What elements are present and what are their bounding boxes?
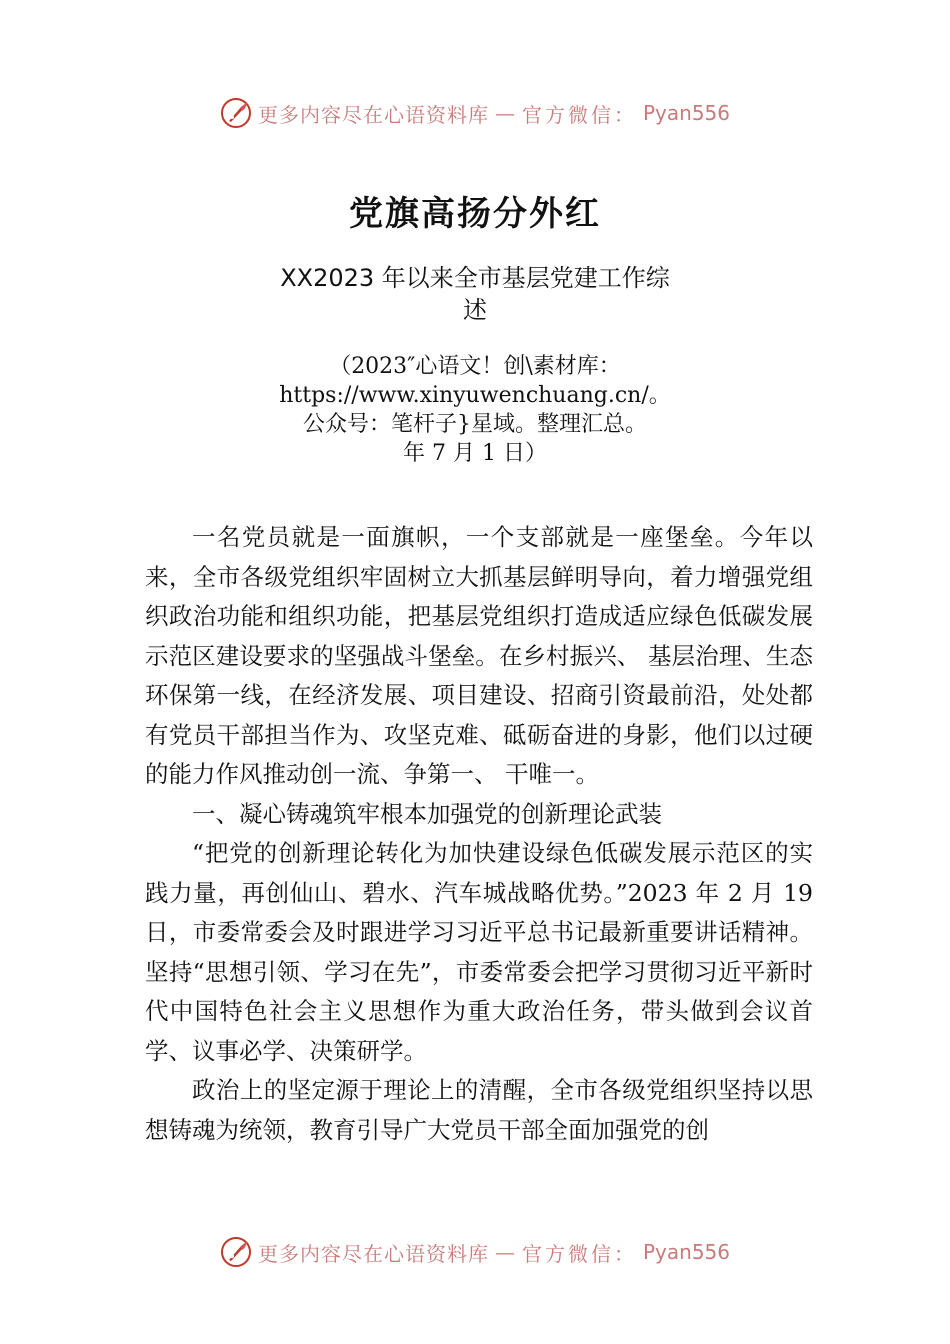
- source-line-4: 年 7 月 1 日）: [403, 441, 547, 466]
- banner-wechat-label: 官方微信：: [521, 1241, 637, 1266]
- subtitle-line-2: 述: [463, 296, 487, 324]
- document-title: 党旗高扬分外红: [349, 194, 601, 234]
- body-paragraph-politics: 政治上的坚定源于理论上的清醒，全市各级党组织坚持以思想铸魂为统领，教育引导广大党员干部全面加强党的创: [145, 1076, 813, 1144]
- header-watermark-banner: [0, 93, 950, 133]
- document-body: [145, 518, 813, 1150]
- document-subtitle: [0, 262, 950, 326]
- footer-watermark-banner: [0, 1232, 950, 1272]
- source-line-1: （2023″心语文！创\素材库：: [329, 354, 621, 379]
- banner-brand-text: 更多内容尽在心语资料库: [257, 1241, 489, 1266]
- banner-wechat-label: 官方微信：: [521, 102, 637, 127]
- quill-logo-icon: [220, 1236, 252, 1268]
- banner-wechat-id: Pyan556: [642, 1240, 730, 1264]
- banner-dash: —: [494, 101, 516, 125]
- body-paragraph-intro: 一名党员就是一面旗帜，一个支部就是一座堡垒。今年以来，全市各级党组织牢固树立大抓基层鲜明导向，着力增强党组织政治功能和组织功能，把基层党组织打造成适应绿色低碳发展示范区建设要求的坚强战斗堡垒。在乡村振兴、 基层治理、生态环保第一线，在经济发展、项目建设、招商引资最前沿，处处都有党员干部担当作为、攻坚克难、砥砺奋进的身影，他们以过硬的能力作风推动创一流、争第一、 干唯一。: [145, 523, 813, 788]
- banner-dash: —: [494, 1240, 516, 1264]
- source-line-2: https://www.xinyuwenchuang.cn/。: [279, 383, 671, 408]
- banner-brand-text: 更多内容尽在心语资料库: [257, 102, 489, 127]
- source-note: [0, 352, 950, 468]
- section-heading-1: 一、凝心铸魂筑牢根本加强党的创新理论武装: [192, 799, 662, 828]
- body-paragraph-quote: “把党的创新理论转化为加快建设绿色低碳发展示范区的实践力量，再创仙山、碧水、汽车城战略优势。”2023 年 2 月 19 日，市委常委会及时跟进学习习近平总书记最新重要讲话精神。坚持“思想引领、学习在先”，市委常委会把学习贯彻习近平新时代中国特色社会主义思想作为重大政治任务，带头做到会议首学、议事必学、决策研学。: [145, 839, 813, 1065]
- subtitle-line-1: XX2023 年以来全市基层党建工作综: [280, 264, 670, 292]
- banner-wechat-id: Pyan556: [642, 101, 730, 125]
- quill-logo-icon: [220, 97, 252, 129]
- source-line-3: 公众号：笔杆子}星域。整理汇总。: [303, 412, 647, 437]
